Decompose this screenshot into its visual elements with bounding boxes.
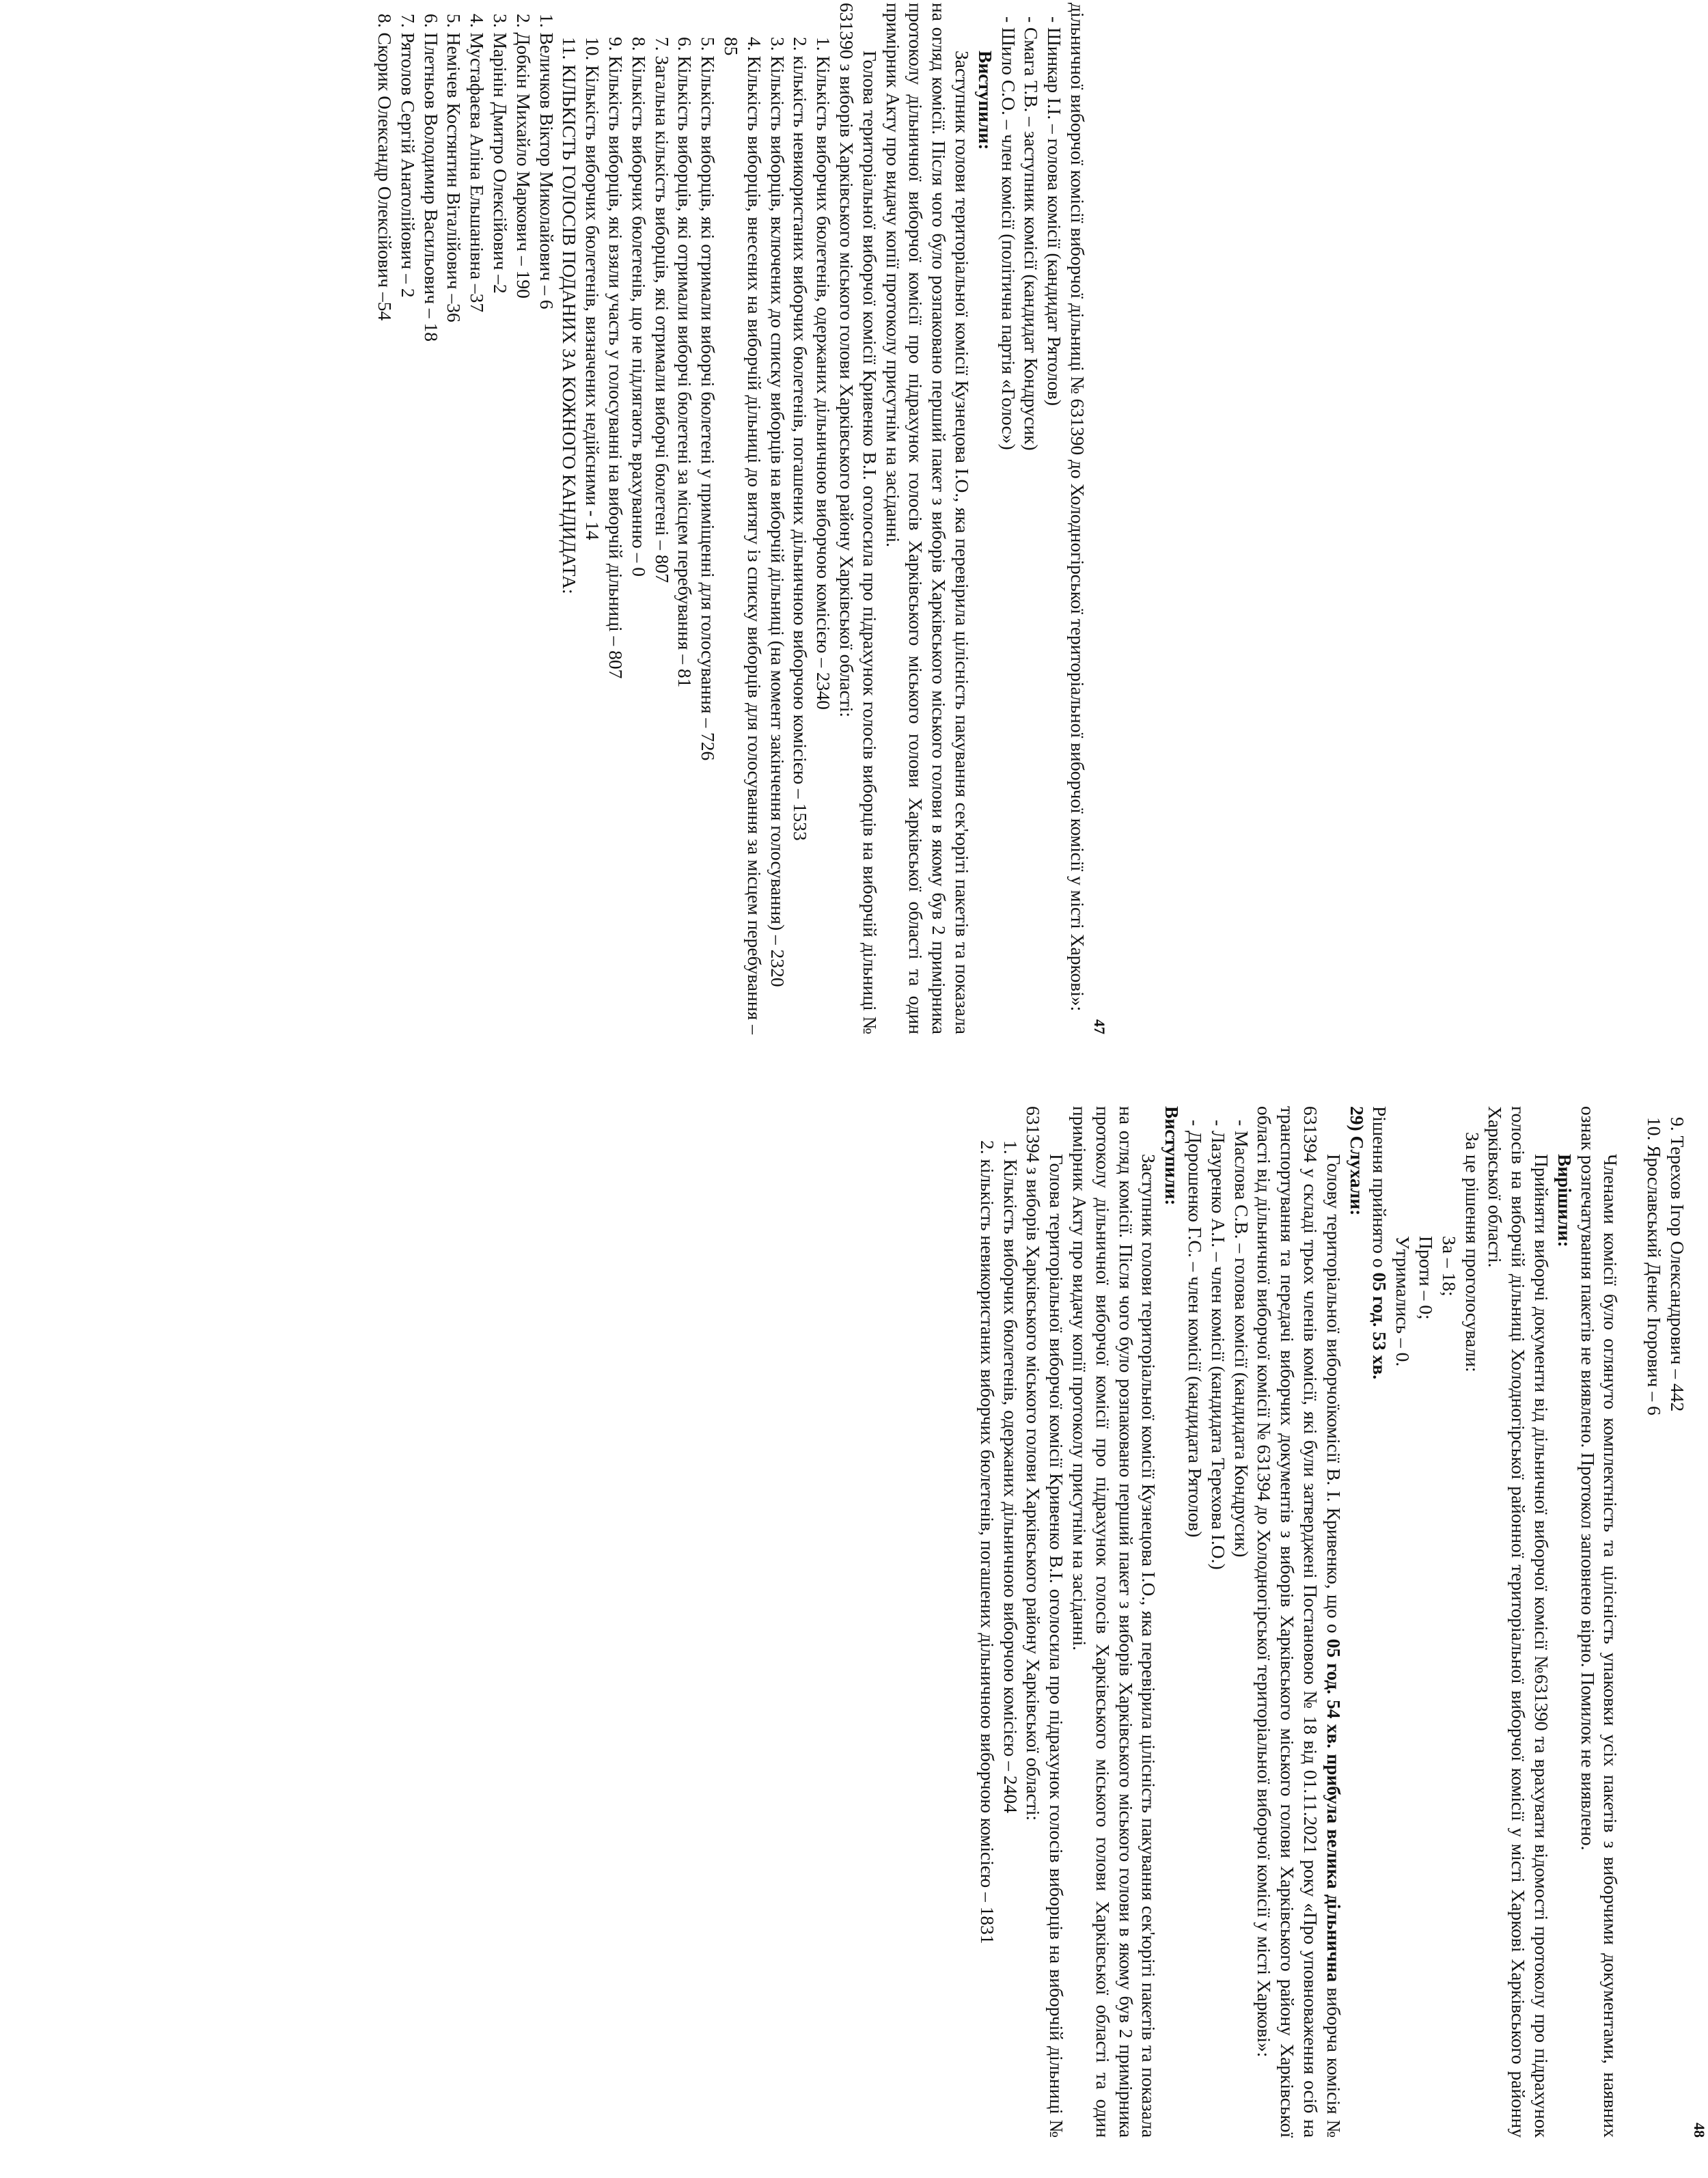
document-page-47 xyxy=(374,3,1108,1034)
candidate-line: 10. Ярославський Денис Ігорович – 6 xyxy=(1644,1117,1666,1416)
decided-paragraph: Прийняти виборчі документи від дільничної виборчої комісії №631390 та врахувати відомості протоколу про підрахунок голосів на виборчій дільниці Холодногірської районної територіальної виборчої комісії у місті Харкові Харківського районну Харківської області. xyxy=(1485,1106,1553,2138)
candidate-line: 8. Скорик Олександр Олексійович –54 xyxy=(374,14,396,321)
vote-for: За – 18; xyxy=(1438,1236,1460,1297)
members-check-paragraph: Членами комісії було оглянуто комплектність та цілісність упаковки усіх пакетів з виборчими документами, наявних ознак розпечатування пакетів не виявлено. Протокол заповнено вірно. Помилок не виявлено. xyxy=(1577,1106,1622,2138)
attendee-line: - Шинкар І.І. – голова комісії (кандидат Рятолов) xyxy=(1044,16,1066,406)
attendee-line: - Лазуренко А.І. – член комісії (кандидата Терехова І.О.) xyxy=(1207,1120,1229,1570)
document-page-48 xyxy=(976,1106,1708,2138)
head-announcement: Голова територіальної виборчої комісії Кривенко В.І. оголосила про підрахунок голосів виборців на виборчій дільниці № 631394 з виборів Харківського міського голови Харківського району Харківської області: xyxy=(1023,1106,1068,2138)
result-item: 1. Кількість виборчих бюлетенів, одержаних дільничною виборчою комісією – 2404 xyxy=(1000,1140,1021,1813)
head-announcement: Голова територіальної виборчої комісії Кривенко В.І. оголосила про підрахунок голосів виборців на виборчій дільниці № 631390 з виборів Харківського міського голови Харківського району Харківської області: xyxy=(836,3,881,1034)
result-item: 5. Кількість виборців, які отримали виборчі бюлетені у приміщенні для голосування – 726 xyxy=(698,37,719,761)
heard-label: 29) Слухали: xyxy=(1346,1106,1368,1216)
vote-abstain: Утримались – 0. xyxy=(1392,1236,1414,1367)
decision-time-line: Рішення прийнято о 05 год. 53 хв. xyxy=(1369,1106,1391,1380)
result-item: 2. кількість невикористаних виборчих бюлетенів, погашених дільничною виборчою комісією – 1533 xyxy=(790,37,812,841)
result-item: 6. Кількість виборців, які отримали виборчі бюлетені за місцем перебування – 81 xyxy=(674,37,696,688)
attendee-line: - Маслова С.В. – голова комісії (кандидата Кондрусик) xyxy=(1230,1120,1252,1558)
candidate-line: 6. Плетньов Володимир Васильович – 18 xyxy=(420,14,442,342)
decision-time: 05 год. 53 хв. xyxy=(1369,1272,1391,1380)
candidates-heading: 11. КІЛЬКІСТЬ ГОЛОСІВ ПОДАНИХ ЗА КОЖНОГО КАНДИДАТА: xyxy=(559,37,581,594)
vote-against: Проти – 0; xyxy=(1416,1236,1437,1320)
candidate-line: 2. Добкін Михайло Маркович – 190 xyxy=(512,14,534,299)
candidate-line: 4. Мустафаєва Аліна Ельшанівна –37 xyxy=(467,14,488,313)
attendee-line: - Дорошенко Г.С. – член комісії (кандидата Рятолов) xyxy=(1185,1120,1207,1538)
attendee-line: - Смага Т.В. – заступник комісії (кандидат Кондрусик) xyxy=(1021,16,1043,451)
decided-label: Вирішили: xyxy=(1554,1154,1575,1247)
heard-paragraph: Голову територіальної виборчоїкомісії В. І. Кривенко, що о 05 год. 54 хв. прибула велика дільнична виборча комісія № 631394 у складі трьох членів комісії, які були затверджені Постановою № 18 від 01.11.2021 року «Про уповноваження осіб на транспортування та передачі виборчих документів з виборів Харківського міського голови Харківського району Харківської області від дільничної виборчої комісії № 631394 до Холодногірської територіальної виборчої комісії у місті Харкові»: xyxy=(1254,1106,1345,2138)
candidate-line: 7. Рятолов Сергій Анатолійович – 2 xyxy=(397,14,419,298)
intro-paragraph: дільничної виборчої комісії виборчої дільниці № 631390 до Холодногірської територіальної виборчої комісії у місті Харкові»: xyxy=(1067,3,1088,1012)
candidate-line: 9. Терехов Ігор Олександрович – 442 xyxy=(1667,1117,1688,1412)
speakers-label: Виступили: xyxy=(974,51,996,150)
result-item: 4. Кількість виборців, внесених на виборчій дільниці до витягу із списку виборців для голосування за місцем перебування – 85 xyxy=(721,37,765,1034)
result-item: 9. Кількість виборців, які взяли участь у голосуванні на виборчій дільниці – 807 xyxy=(605,37,627,679)
result-item: 1. Кількість виборчих бюлетенів, одержаних дільничною виборчою комісією – 2340 xyxy=(813,37,835,710)
page-number: 48 xyxy=(1691,2123,1708,2138)
speakers-label: Виступили: xyxy=(1161,1106,1183,1206)
candidate-line: 1. Величков Віктор Миколайович – 6 xyxy=(536,14,557,309)
result-item: 7. Загальна кількість виборців, які отримали виборчі бюлетені – 807 xyxy=(651,37,673,583)
attendee-line: - Шило С.О. – член комісії (політична партія «Голос») xyxy=(997,16,1019,450)
result-item: 2. кількість невикористаних виборчих бюлетенів, погашених дільничною виборчою комісією – 1831 xyxy=(976,1140,998,1944)
result-item: 3. Кількість виборців, включених до списку виборців на виборчій дільниці (на момент закінчення голосування) – 2320 xyxy=(767,37,788,987)
result-item: 10. Кількість виборчих бюлетенів, визначених недійсними - 14 xyxy=(582,37,604,540)
speaker-paragraph: Заступник голови територіальної комісії Кузнецова І.О., яка перевірила цілісність пакування сек'юріті пакетів та показала на огляд комісії. Після чого було розпаковано перший пакет з виборів Харківського міського голови в якому був 2 примірника протоколу дільничної виборчої комісії про підрахунок голосів Харківського міського голови Харківської області та один примірник Акту про видачу копії протоколу присутнім на засіданні. xyxy=(1069,1106,1160,2138)
vote-intro: За це рішення проголосували: xyxy=(1461,1132,1483,1373)
result-item: 8. Кількість виборчих бюлетенів, що не підлягають врахуванню – 0 xyxy=(628,37,650,577)
candidate-line: 3. Марінін Дмитро Олексійович –2 xyxy=(490,14,512,294)
speaker-paragraph: Заступник голови територіальної комісії Кузнецова І.О., яка перевірила цілісність пакування сек'юріті пакетів та показала на огляд комісії. Після чого було розпаковано перший пакет з виборів Харківського міського голови в якому був 2 примірника протоколу дільничної виборчої комісії про підрахунок голосів Харківського міського голови Харківської області та один примірник Акту про видачу копії протоколу присутнім на засіданні. xyxy=(882,3,974,1034)
candidate-line: 5. Немічев Костянтин Віталійович –36 xyxy=(443,14,465,322)
page-number: 47 xyxy=(1091,1019,1108,1034)
